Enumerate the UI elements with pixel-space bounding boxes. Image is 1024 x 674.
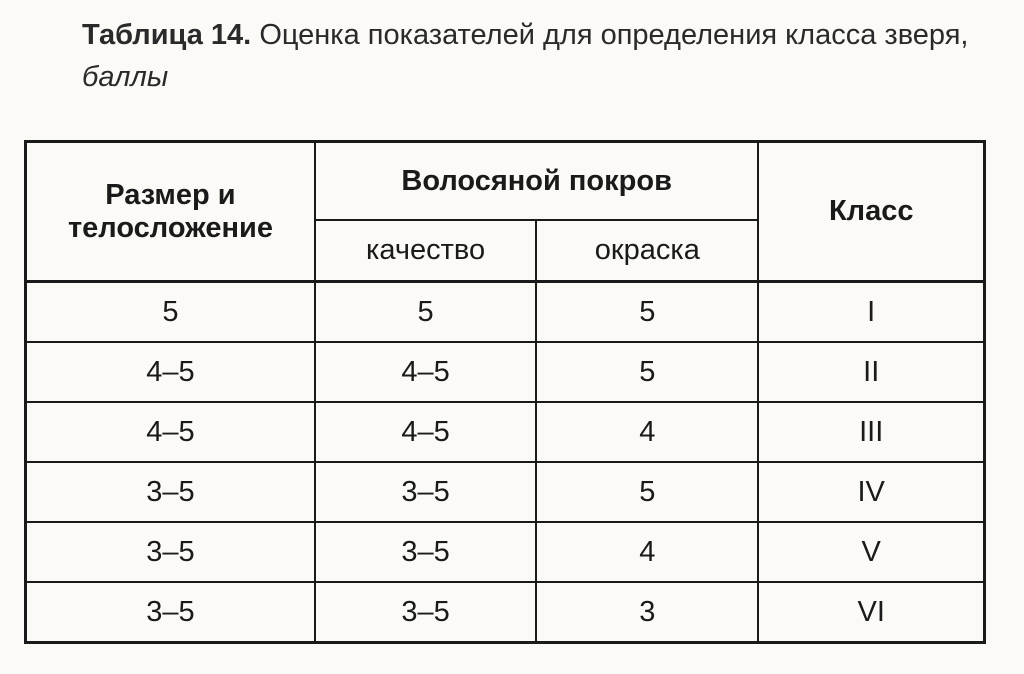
cell-size: 3–5 — [26, 522, 315, 582]
table-row — [26, 282, 985, 343]
cell-quality: 4–5 — [315, 342, 536, 402]
table-row — [26, 402, 985, 462]
class-evaluation-table — [24, 140, 986, 644]
cell-size: 5 — [26, 282, 315, 343]
table-row — [26, 582, 985, 643]
cell-color: 5 — [536, 462, 758, 522]
cell-quality: 3–5 — [315, 522, 536, 582]
cell-quality: 3–5 — [315, 462, 536, 522]
cell-class: IV — [758, 462, 984, 522]
cell-size: 3–5 — [26, 462, 315, 522]
cell-class: II — [758, 342, 984, 402]
header-fur: Волосяной покров — [315, 142, 759, 221]
table-caption — [82, 14, 1002, 98]
cell-size: 4–5 — [26, 402, 315, 462]
table-row — [26, 522, 985, 582]
cell-quality: 3–5 — [315, 582, 536, 643]
cell-class: I — [758, 282, 984, 343]
header-quality: качество — [315, 220, 536, 282]
cell-size: 3–5 — [26, 582, 315, 643]
cell-color: 4 — [536, 522, 758, 582]
header-color: окраска — [536, 220, 758, 282]
cell-class: VI — [758, 582, 984, 643]
header-size: Размер и телосложение — [26, 142, 315, 282]
cell-quality: 4–5 — [315, 402, 536, 462]
cell-color: 4 — [536, 402, 758, 462]
cell-color: 3 — [536, 582, 758, 643]
cell-color: 5 — [536, 282, 758, 343]
table-row — [26, 342, 985, 402]
cell-class: III — [758, 402, 984, 462]
table-row — [26, 462, 985, 522]
cell-class: V — [758, 522, 984, 582]
cell-quality: 5 — [315, 282, 536, 343]
caption-unit: баллы — [82, 61, 169, 93]
cell-size: 4–5 — [26, 342, 315, 402]
caption-label: Таблица 14. — [82, 19, 252, 51]
caption-text: Оценка показателей для определения класса зверя, — [259, 19, 969, 51]
header-class: Класс — [758, 142, 984, 282]
cell-color: 5 — [536, 342, 758, 402]
